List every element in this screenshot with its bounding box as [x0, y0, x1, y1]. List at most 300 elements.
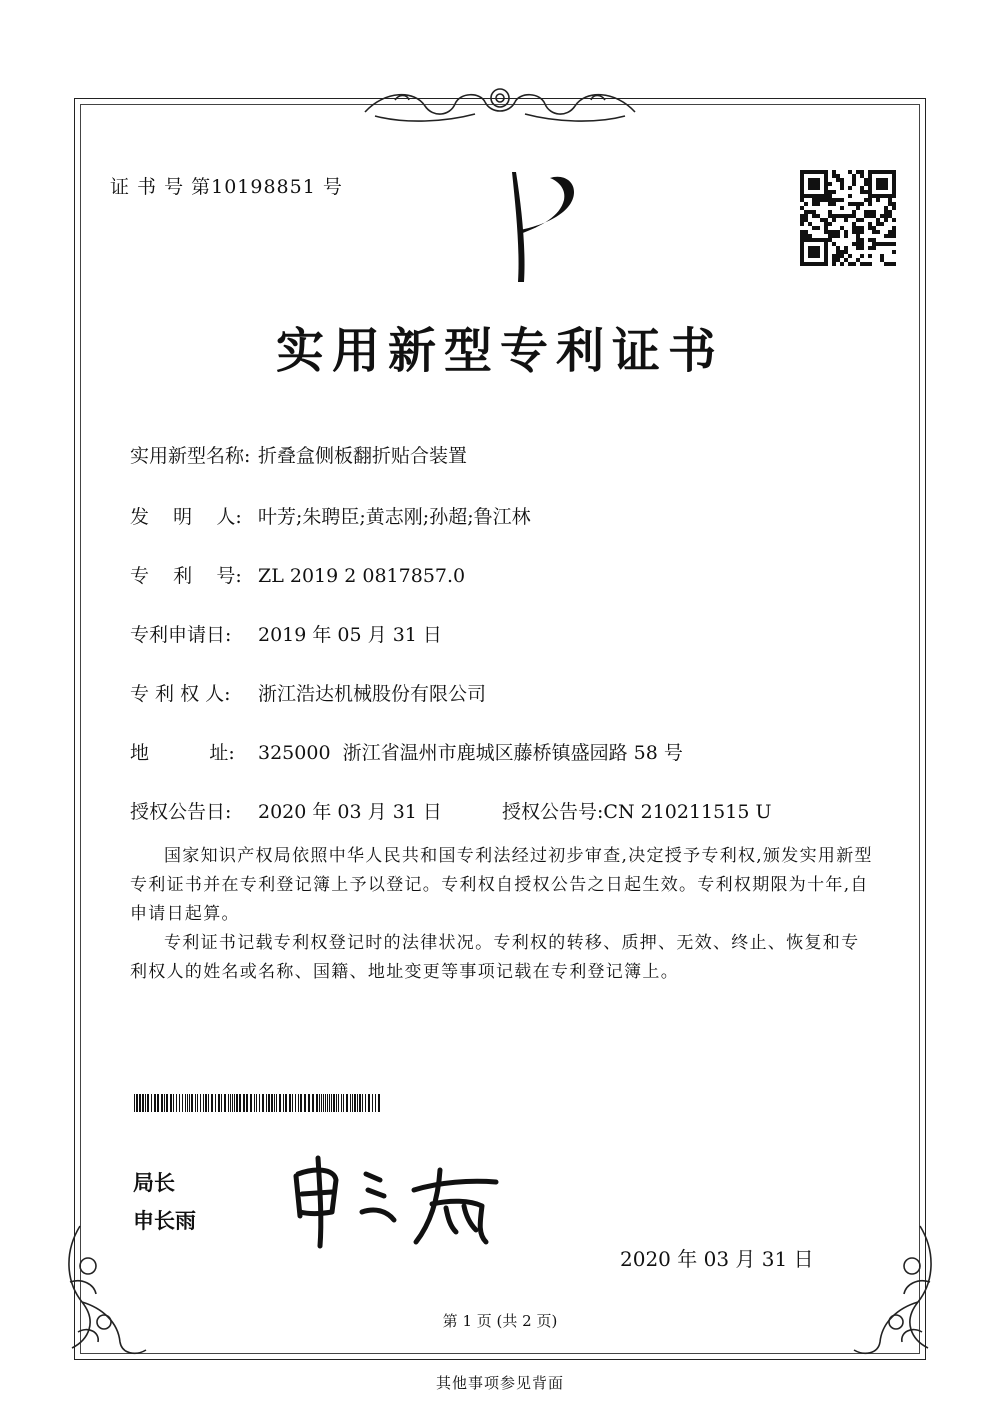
barcode-bar: [289, 1094, 291, 1112]
qr-module: [868, 198, 872, 202]
qr-module: [876, 230, 880, 234]
qr-module: [892, 234, 896, 238]
qr-module: [868, 214, 872, 218]
barcode: [134, 1094, 384, 1112]
qr-module: [884, 210, 888, 214]
barcode-bar: [300, 1094, 302, 1112]
qr-module: [836, 198, 840, 202]
statement-paragraph-1: 国家知识产权局依照中华人民共和国专利法经过初步审查,决定授予专利权,颁发实用新型专利证书并在专利登记簿上予以登记。专利权自授权公告之日起生效。专利权期限为十年,自申请日起算。: [130, 846, 873, 924]
barcode-bar: [276, 1094, 277, 1112]
qr-module: [844, 258, 848, 262]
qr-module: [868, 174, 872, 178]
qr-module: [828, 194, 832, 198]
field-label: 授权公告日:: [130, 801, 232, 823]
field-value: ZL 2019 2 0817857.0: [258, 565, 466, 587]
qr-module: [808, 182, 812, 186]
qr-module: [808, 234, 812, 238]
qr-module: [828, 190, 832, 194]
qr-module: [844, 230, 848, 234]
barcode-bar: [145, 1094, 146, 1112]
barcode-bar: [262, 1094, 264, 1112]
field-label: 发 明 人:: [130, 506, 242, 528]
field-publication-date: [130, 797, 442, 824]
barcode-bar: [333, 1094, 335, 1112]
qr-module: [848, 254, 852, 258]
qr-module: [812, 202, 816, 206]
qr-module: [860, 254, 864, 258]
field-publication-number: [502, 797, 771, 824]
barcode-bar: [321, 1094, 322, 1112]
qr-module: [800, 206, 804, 210]
qr-module: [816, 262, 820, 266]
qr-module: [860, 218, 864, 222]
qr-module: [892, 230, 896, 234]
field-value: CN 210211515 U: [603, 801, 772, 823]
qr-module: [824, 186, 828, 190]
qr-module: [864, 178, 868, 182]
qr-module: [832, 230, 836, 234]
barcode-bar: [343, 1094, 344, 1112]
barcode-bar: [142, 1094, 144, 1112]
qr-module: [824, 254, 828, 258]
qr-module: [832, 254, 836, 258]
qr-module: [816, 246, 820, 250]
qr-module: [840, 186, 844, 190]
qr-module: [860, 174, 864, 178]
qr-module: [812, 254, 816, 258]
qr-module: [860, 238, 864, 242]
qr-module: [876, 242, 880, 246]
qr-module: [816, 182, 820, 186]
qr-module: [884, 186, 888, 190]
barcode-bar: [151, 1094, 152, 1112]
issue-date: 2020 年 03 月 31 日: [620, 1247, 814, 1271]
qr-module: [836, 246, 840, 250]
qr-module: [824, 190, 828, 194]
qr-module: [832, 258, 836, 262]
qr-module: [888, 170, 892, 174]
qr-module: [884, 194, 888, 198]
qr-module: [892, 170, 896, 174]
field-value: 折叠盒侧板翻折贴合装置: [258, 445, 468, 467]
qr-module: [880, 178, 884, 182]
qr-module: [884, 242, 888, 246]
qr-module: [840, 226, 844, 230]
qr-module: [856, 206, 860, 210]
signature: [290, 1150, 510, 1250]
qr-module: [820, 198, 824, 202]
qr-module: [820, 170, 824, 174]
qr-module: [844, 250, 848, 254]
qr-module: [816, 170, 820, 174]
qr-module: [876, 198, 880, 202]
barcode-bar: [208, 1094, 209, 1112]
qr-module: [804, 234, 808, 238]
barcode-bar: [157, 1094, 159, 1112]
qr-module: [892, 182, 896, 186]
qr-module: [824, 178, 828, 182]
qr-module: [812, 178, 816, 182]
qr-module: [800, 186, 804, 190]
qr-module: [800, 198, 804, 202]
field-patentee: [130, 679, 486, 706]
barcode-bar: [341, 1094, 342, 1112]
qr-module: [888, 234, 892, 238]
qr-module: [808, 254, 812, 258]
qr-module: [820, 218, 824, 222]
qr-module: [800, 218, 804, 222]
qr-module: [824, 222, 828, 226]
qr-module: [812, 226, 816, 230]
field-value: 叶芳;朱聘臣;黄志刚;孙超;鲁江林: [258, 506, 531, 528]
barcode-bar: [279, 1094, 281, 1112]
qr-module: [832, 218, 836, 222]
qr-module: [800, 250, 804, 254]
qr-module: [800, 170, 804, 174]
field-value: 2019 年 05 月 31 日: [258, 624, 442, 646]
qr-module: [832, 262, 836, 266]
barcode-bar: [316, 1094, 318, 1112]
qr-module: [880, 214, 884, 218]
qr-module: [832, 242, 836, 246]
barcode-bar: [197, 1094, 198, 1112]
qr-module: [812, 182, 816, 186]
qr-module: [816, 186, 820, 190]
barcode-bar: [346, 1094, 348, 1112]
qr-module: [824, 170, 828, 174]
qr-module: [872, 170, 876, 174]
qr-module: [824, 218, 828, 222]
qr-module: [876, 182, 880, 186]
qr-module: [876, 222, 880, 226]
field-label: 专利申请日:: [130, 624, 232, 646]
barcode-bar: [354, 1094, 356, 1112]
barcode-bar: [228, 1094, 229, 1112]
patent-office-logo-icon: [500, 170, 580, 285]
barcode-bar: [312, 1094, 314, 1112]
qr-module: [828, 234, 832, 238]
qr-module: [860, 170, 864, 174]
qr-module: [868, 170, 872, 174]
barcode-bar: [352, 1094, 353, 1112]
qr-module: [892, 186, 896, 190]
qr-module: [800, 190, 804, 194]
qr-module: [860, 262, 864, 266]
qr-module: [888, 202, 892, 206]
qr-module: [888, 198, 892, 202]
qr-module: [816, 250, 820, 254]
field-value: 浙江浩达机械股份有限公司: [258, 683, 487, 705]
bottom-right-ornament: [850, 1222, 942, 1362]
qr-module: [848, 262, 852, 266]
qr-module: [876, 194, 880, 198]
qr-module: [880, 170, 884, 174]
qr-module: [872, 230, 876, 234]
qr-module: [816, 198, 820, 202]
qr-module: [856, 258, 860, 262]
qr-module: [892, 190, 896, 194]
barcode-bar: [372, 1094, 373, 1112]
qr-module: [888, 242, 892, 246]
qr-module: [812, 170, 816, 174]
qr-module: [884, 182, 888, 186]
qr-module: [852, 182, 856, 186]
qr-module: [820, 194, 824, 198]
qr-module: [804, 170, 808, 174]
barcode-bar: [274, 1094, 275, 1112]
qr-module: [860, 202, 864, 206]
barcode-bar: [189, 1094, 190, 1112]
barcode-bar: [221, 1094, 222, 1112]
barcode-bar: [154, 1094, 156, 1112]
qr-module: [860, 242, 864, 246]
qr-module: [868, 238, 872, 242]
qr-module: [872, 226, 876, 230]
qr-module: [872, 238, 876, 242]
qr-module: [892, 194, 896, 198]
qr-module: [880, 222, 884, 226]
field-filing-date: [130, 620, 442, 647]
qr-module: [800, 254, 804, 258]
qr-module: [808, 238, 812, 242]
qr-module: [824, 238, 828, 242]
bottom-left-ornament: [58, 1222, 150, 1362]
qr-module: [876, 186, 880, 190]
qr-module: [872, 194, 876, 198]
qr-module: [884, 218, 888, 222]
qr-module: [840, 250, 844, 254]
qr-module: [800, 242, 804, 246]
barcode-bar: [179, 1094, 180, 1112]
qr-module: [840, 214, 844, 218]
qr-module: [820, 262, 824, 266]
barcode-bar: [232, 1094, 233, 1112]
qr-module: [832, 198, 836, 202]
qr-module: [808, 222, 812, 226]
barcode-bar: [365, 1094, 366, 1112]
qr-module: [892, 242, 896, 246]
qr-module: [876, 218, 880, 222]
qr-module: [824, 198, 828, 202]
qr-module: [816, 194, 820, 198]
qr-module: [804, 262, 808, 266]
qr-module: [824, 258, 828, 262]
qr-module: [824, 246, 828, 250]
barcode-bar: [134, 1094, 135, 1112]
qr-module: [812, 250, 816, 254]
barcode-bar: [359, 1094, 361, 1112]
field-label: 授权公告号:: [502, 801, 604, 823]
qr-module: [888, 214, 892, 218]
qr-module: [824, 230, 828, 234]
qr-module: [836, 234, 840, 238]
field-inventor: [130, 502, 531, 529]
qr-module: [808, 186, 812, 190]
barcode-bar: [283, 1094, 284, 1112]
barcode-bar: [218, 1094, 220, 1112]
barcode-bar: [234, 1094, 235, 1112]
qr-module: [880, 258, 884, 262]
qr-module: [824, 226, 828, 230]
barcode-bar: [323, 1094, 324, 1112]
qr-module: [836, 174, 840, 178]
qr-module: [812, 210, 816, 214]
qr-module: [880, 182, 884, 186]
certificate-title: 实用新型专利证书: [275, 323, 724, 379]
qr-module: [816, 226, 820, 230]
qr-module: [884, 206, 888, 210]
qr-module: [800, 230, 804, 234]
qr-module: [832, 170, 836, 174]
qr-module: [868, 262, 872, 266]
qr-module: [804, 238, 808, 242]
barcode-bar: [170, 1094, 172, 1112]
qr-module: [880, 254, 884, 258]
qr-module: [836, 258, 840, 262]
qr-module: [804, 214, 808, 218]
barcode-bar: [336, 1094, 337, 1112]
qr-module: [824, 174, 828, 178]
qr-module: [840, 206, 844, 210]
qr-module: [868, 186, 872, 190]
qr-module: [868, 210, 872, 214]
qr-module: [832, 214, 836, 218]
qr-module: [856, 242, 860, 246]
barcode-bar: [185, 1094, 186, 1112]
qr-module: [828, 222, 832, 226]
qr-module: [856, 226, 860, 230]
barcode-bar: [211, 1094, 213, 1112]
qr-module: [868, 226, 872, 230]
signatory-title: 局长: [133, 1171, 175, 1195]
barcode-bar: [285, 1094, 287, 1112]
barcode-bar: [357, 1094, 358, 1112]
field-value: 325000 浙江省温州市鹿城区藤桥镇盛园路 58 号: [258, 742, 683, 764]
qr-module: [888, 210, 892, 214]
barcode-bar: [256, 1094, 257, 1112]
barcode-bar: [236, 1094, 238, 1112]
qr-module: [892, 178, 896, 182]
qr-module: [840, 182, 844, 186]
qr-module: [808, 178, 812, 182]
qr-module: [828, 210, 832, 214]
qr-module: [876, 170, 880, 174]
qr-module: [856, 230, 860, 234]
qr-module: [860, 190, 864, 194]
qr-module: [872, 246, 876, 250]
barcode-bar: [161, 1094, 163, 1112]
qr-module: [848, 214, 852, 218]
qr-module: [864, 182, 868, 186]
qr-module: [856, 202, 860, 206]
qr-module: [868, 254, 872, 258]
qr-module: [852, 210, 856, 214]
barcode-bar: [368, 1094, 370, 1112]
signatory-name: 申长雨: [133, 1209, 196, 1233]
qr-module: [864, 262, 868, 266]
field-patent-number: [130, 561, 465, 588]
qr-module: [848, 186, 852, 190]
barcode-bar: [254, 1094, 255, 1112]
qr-module: [840, 178, 844, 182]
qr-module: [892, 250, 896, 254]
qr-module: [800, 178, 804, 182]
qr-module: [800, 234, 804, 238]
qr-module: [836, 214, 840, 218]
qr-module: [800, 174, 804, 178]
qr-module: [884, 234, 888, 238]
qr-module: [836, 230, 840, 234]
barcode-bar: [147, 1094, 149, 1112]
qr-module: [864, 190, 868, 194]
qr-module: [892, 226, 896, 230]
barcode-bar: [295, 1094, 296, 1112]
top-ornament: [355, 80, 645, 126]
qr-module: [860, 186, 864, 190]
qr-module: [812, 186, 816, 190]
qr-module: [800, 262, 804, 266]
qr-module: [872, 214, 876, 218]
qr-module: [884, 178, 888, 182]
qr-module: [804, 210, 808, 214]
barcode-bar: [205, 1094, 207, 1112]
barcode-bar: [362, 1094, 363, 1112]
qr-module: [888, 262, 892, 266]
field-value: 2020 年 03 月 31 日: [258, 801, 442, 823]
qr-module: [816, 254, 820, 258]
qr-module: [804, 194, 808, 198]
qr-module: [812, 246, 816, 250]
qr-module: [868, 222, 872, 226]
barcode-bar: [259, 1094, 260, 1112]
barcode-bar: [308, 1094, 310, 1112]
barcode-bar: [230, 1094, 231, 1112]
qr-module: [868, 202, 872, 206]
qr-module: [860, 226, 864, 230]
qr-module: [800, 222, 804, 226]
qr-module: [856, 170, 860, 174]
barcode-bar: [271, 1094, 273, 1112]
qr-module: [832, 202, 836, 206]
barcode-bar: [187, 1094, 188, 1112]
footer-note: 其他事项参见背面: [435, 1374, 564, 1392]
qr-module: [816, 202, 820, 206]
qr-module: [892, 174, 896, 178]
qr-module: [868, 182, 872, 186]
barcode-bar: [173, 1094, 174, 1112]
qr-module: [828, 230, 832, 234]
qr-module: [808, 194, 812, 198]
qr-module: [852, 174, 856, 178]
field-label: 实用新型名称:: [130, 445, 251, 467]
barcode-bar: [292, 1094, 293, 1112]
qr-module: [840, 262, 844, 266]
qr-module: [816, 238, 820, 242]
qr-module: [856, 234, 860, 238]
barcode-bar: [166, 1094, 168, 1112]
barcode-bar: [327, 1094, 328, 1112]
field-label: 专 利 号:: [130, 565, 242, 587]
qr-module: [828, 198, 832, 202]
qr-code: [800, 170, 896, 266]
qr-module: [832, 174, 836, 178]
qr-module: [852, 214, 856, 218]
qr-module: [868, 178, 872, 182]
qr-module: [804, 230, 808, 234]
qr-module: [824, 182, 828, 186]
barcode-bar: [350, 1094, 351, 1112]
page-number: 第 1 页 (共 2 页): [442, 1312, 558, 1330]
